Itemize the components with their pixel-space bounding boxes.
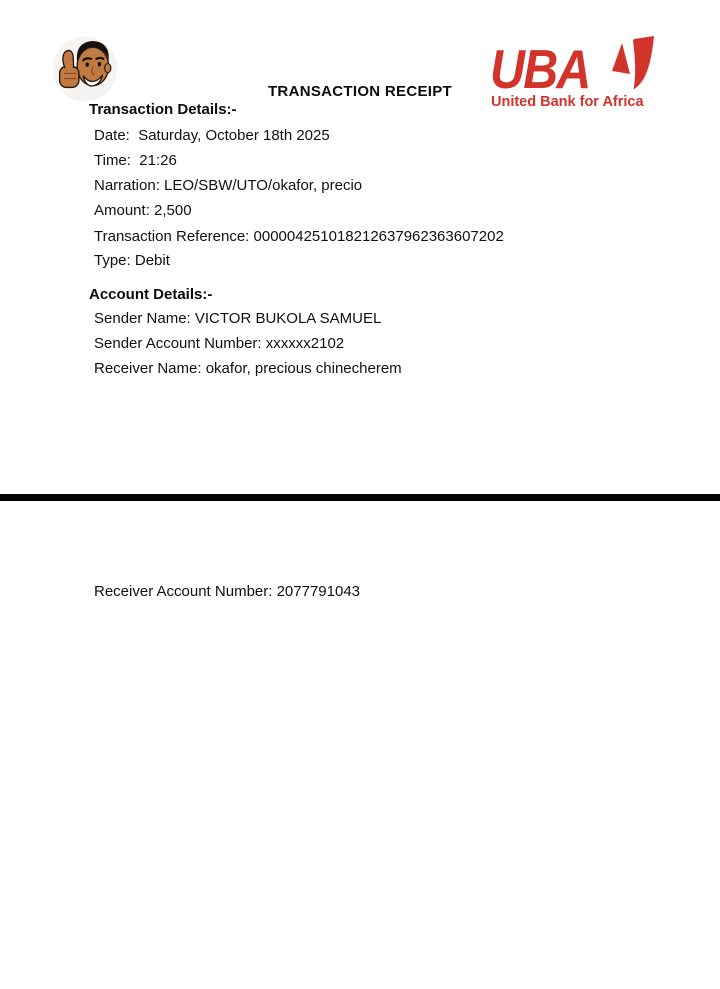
field-transaction-reference-label: Transaction Reference: [94,228,250,245]
field-sender-name [94,309,381,328]
field-date [94,126,330,145]
field-amount-value: 2,500 [149,202,192,219]
field-receiver-account-number-label: Receiver Account Number: [94,583,273,600]
uba-flag-icon [604,36,654,90]
field-receiver-account-number-value: 2077791043 [272,583,361,600]
field-narration-value: LEO/SBW/UTO/okafor, precio [159,177,363,194]
field-sender-account-number-label: Sender Account Number: [94,335,262,352]
uba-logo-wordmark: UBA [490,38,590,100]
field-date-value: Saturday, October 18th 2025 [134,127,330,144]
field-transaction-reference-value: 000004251018212637962363607202 [249,228,504,245]
uba-logo [490,34,662,116]
field-sender-account-number [94,334,344,353]
field-amount-label: Amount: [94,202,150,219]
uba-tagline: United Bank for Africa [491,94,644,110]
field-time [94,151,177,170]
field-sender-name-value: VICTOR BUKOLA SAMUEL [190,310,382,327]
field-receiver-name-label: Receiver Name: [94,360,202,377]
field-transaction-reference [94,227,504,246]
account-details-heading: Account Details:- [89,286,213,303]
field-sender-name-label: Sender Name: [94,310,191,327]
field-date-label: Date: [94,127,135,144]
field-narration-label: Narration: [94,177,160,194]
field-receiver-name-value: okafor, precious chinecherem [201,360,402,377]
field-type [94,251,170,270]
field-receiver-account-number [94,582,360,601]
receipt-title: TRANSACTION RECEIPT [267,83,453,100]
field-type-value: Debit [130,252,170,269]
field-receiver-name [94,359,402,378]
field-amount [94,201,192,220]
field-time-label: Time: [94,152,136,169]
field-narration [94,176,362,195]
field-sender-account-number-value: xxxxxx2102 [261,335,345,352]
field-type-label: Type: [94,252,131,269]
transaction-details-heading: Transaction Details:- [89,101,237,118]
page-divider-bar [0,494,720,501]
field-time-value: 21:26 [135,152,177,169]
